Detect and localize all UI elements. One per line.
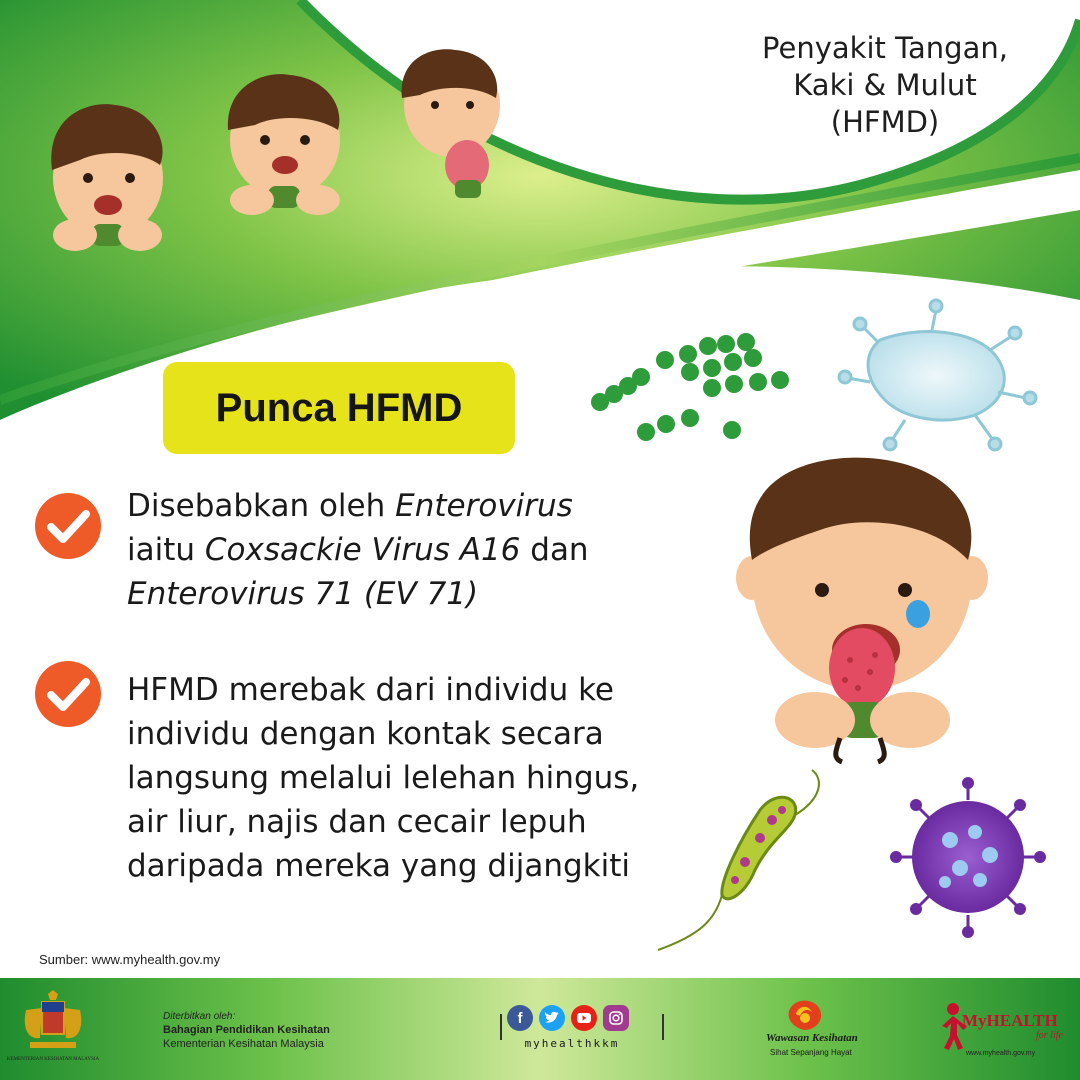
- myhealth-tagline: for life: [1036, 1030, 1063, 1041]
- source-note: Sumber: www.myhealth.gov.my: [39, 952, 221, 967]
- point-1-line-2: iaitu Coxsackie Virus A16 dan: [127, 532, 589, 568]
- social-handle[interactable]: myhealthkkm: [524, 1037, 620, 1050]
- green-bacteria-illustration: [591, 333, 789, 441]
- check-icon: [34, 660, 102, 728]
- sick-child-1-illustration: [51, 104, 163, 251]
- section-heading-badge: [163, 362, 515, 454]
- twitter-icon[interactable]: [539, 1005, 565, 1031]
- point-2-line-2: individu dengan kontak secara: [127, 716, 604, 752]
- cause-point-2: [127, 668, 639, 888]
- divider: [662, 1014, 664, 1040]
- section-heading-label: Punca HFMD: [215, 385, 463, 430]
- page-title: [745, 30, 1025, 141]
- ministry-crest-logo: [6, 988, 100, 1070]
- rod-bacterium-illustration: [658, 770, 819, 950]
- instagram-icon[interactable]: [603, 1005, 629, 1031]
- title-line-2: Kaki & Mulut: [793, 68, 977, 102]
- sick-child-2-illustration: [228, 74, 340, 215]
- point-2-line-3: langsung melalui lelehan hingus,: [127, 760, 640, 796]
- check-icon: [34, 492, 102, 560]
- division-name: Bahagian Pendidikan Kesihatan: [163, 1024, 330, 1036]
- ministry-name: Kementerian Kesihatan Malaysia: [163, 1038, 324, 1050]
- title-line-3: (HFMD): [830, 105, 940, 139]
- point-1-line-3: Enterovirus 71 (EV 71): [127, 576, 479, 612]
- point-1-line-1: Disebabkan oleh Enterovirus: [127, 488, 573, 524]
- myhealth-url[interactable]: www.myhealth.gov.my: [966, 1050, 1036, 1057]
- youtube-icon[interactable]: [571, 1005, 597, 1031]
- myhealth-logo-text: MyHEALTH: [962, 1011, 1058, 1030]
- point-2-line-5: daripada mereka yang dijangkiti: [127, 848, 630, 884]
- wawasan-kesihatan-tagline: Sihat Sepanjang Hayat: [770, 1048, 852, 1057]
- divider: [500, 1014, 502, 1040]
- point-2-line-4: air liur, najis dan cecair lepuh: [127, 804, 587, 840]
- point-2-line-1: HFMD merebak dari individu ke: [127, 672, 614, 708]
- published-by-label: Diterbitkan oleh:: [163, 1011, 236, 1022]
- footer-bar: [0, 978, 1080, 1080]
- title-line-1: Penyakit Tangan,: [762, 31, 1008, 65]
- svg-text:KEMENTERIAN KESIHATAN MALAYSIA: KEMENTERIAN KESIHATAN MALAYSIA: [6, 1057, 100, 1062]
- child-with-mouth-sores-illustration: [736, 458, 988, 762]
- publisher-block: [163, 1011, 330, 1051]
- wawasan-kesihatan-logo: [780, 996, 828, 1032]
- facebook-icon[interactable]: f: [507, 1005, 533, 1031]
- wawasan-kesihatan-title: Wawasan Kesihatan: [766, 1032, 858, 1044]
- blue-cell-illustration: [839, 300, 1036, 450]
- cause-point-1: [127, 484, 589, 616]
- purple-virus-illustration: [890, 777, 1046, 938]
